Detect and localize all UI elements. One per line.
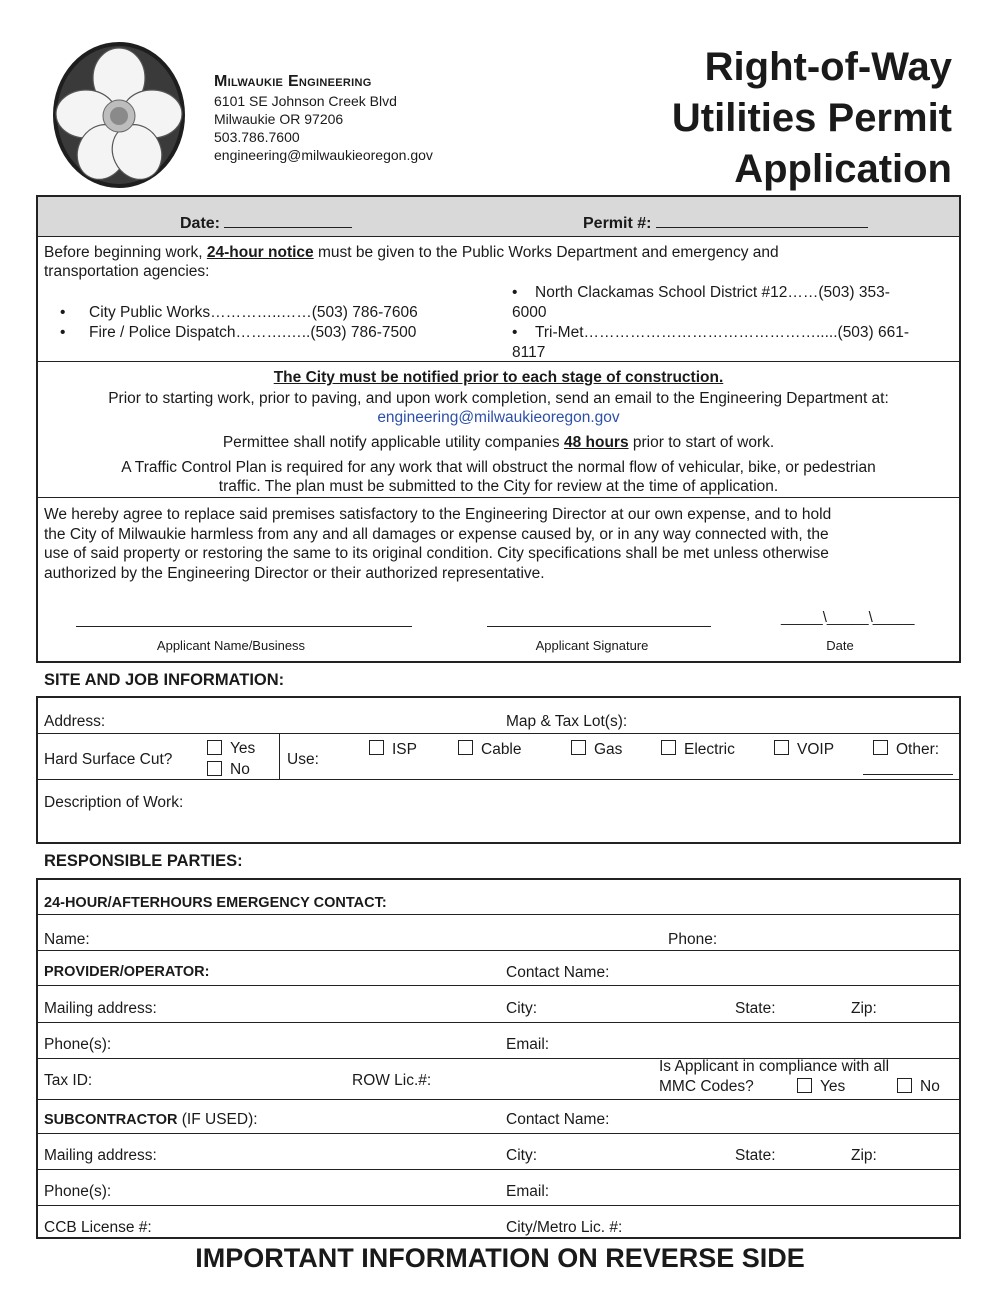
permit-label: Permit #:: [583, 214, 868, 233]
provider-contact-label: Contact Name:: [506, 964, 610, 981]
hard-surface-no-checkbox[interactable]: [207, 761, 222, 776]
form-title-line-1: Right-of-Way: [704, 45, 952, 89]
provider-email-input[interactable]: [555, 1028, 950, 1053]
contact-fire-police: • Fire / Police Dispatch……….…..(503) 786-7500: [60, 324, 417, 341]
use-voip-checkbox[interactable]: [774, 740, 789, 755]
use-gas-label: Gas: [594, 741, 623, 758]
use-gas-checkbox[interactable]: [571, 740, 586, 755]
date-field[interactable]: [231, 214, 357, 234]
use-voip-label: VOIP: [797, 741, 835, 758]
provider-zip-label: Zip:: [851, 1000, 877, 1017]
emergency-phone-input[interactable]: [730, 922, 950, 947]
map-tax-label: Map & Tax Lot(s):: [506, 713, 628, 730]
use-isp-label: ISP: [392, 741, 417, 758]
applicant-name-line[interactable]: [76, 626, 412, 627]
sub-email-input[interactable]: [555, 1175, 950, 1200]
agreement-line-3: use of said property or restoring the same to its original condition. City specifications shall be met unless otherwise: [44, 545, 829, 562]
traffic-line-1: A Traffic Control Plan is required for any work that will obstruct the normal flow of vehicular, bike, or pedestrian: [121, 459, 876, 476]
use-cable-checkbox[interactable]: [458, 740, 473, 755]
date-blank[interactable]: _____\_____\_____: [781, 609, 915, 626]
contact-public-works: • City Public Works…………..……(503) 786-7606: [60, 304, 418, 321]
notice-text-line-2: transportation agencies:: [44, 263, 210, 280]
contact-school-district-2: 6000: [512, 304, 547, 321]
provider-contact-input[interactable]: [635, 956, 950, 981]
responsible-parties-heading: RESPONSIBLE PARTIES:: [44, 852, 243, 870]
city-metro-input[interactable]: [648, 1211, 950, 1235]
sub-contact-label: Contact Name:: [506, 1111, 610, 1128]
compliance-line-1: Is Applicant in compliance with all: [659, 1058, 890, 1075]
date-label: Date:: [180, 214, 352, 233]
use-electric-label: Electric: [684, 741, 735, 758]
ccb-license-label: CCB License #:: [44, 1219, 152, 1236]
applicant-signature-line[interactable]: [487, 626, 711, 627]
sub-email-label: Email:: [506, 1183, 550, 1200]
row-lic-label: ROW Lic.#:: [352, 1072, 432, 1089]
applicant-signature-label: Applicant Signature: [535, 638, 649, 653]
traffic-line-2: traffic. The plan must be submitted to the City for review at the time of application.: [218, 478, 779, 495]
permit-number-field[interactable]: [663, 214, 875, 234]
hard-surface-no-label: No: [230, 761, 250, 778]
sub-contact-input[interactable]: [635, 1104, 950, 1129]
ccb-license-input[interactable]: [170, 1211, 495, 1235]
hard-surface-yes-label: Yes: [230, 740, 256, 757]
sub-state-label: State:: [735, 1147, 776, 1164]
provider-mailing-input[interactable]: [175, 991, 495, 1016]
sub-phones-input[interactable]: [120, 1175, 495, 1200]
contact-trimet-2: 8117: [512, 344, 546, 361]
header-phone: 503.786.7600: [214, 129, 300, 145]
emergency-contact-heading: 24-HOUR/AFTERHOURS EMERGENCY CONTACT:: [44, 895, 387, 911]
site-job-heading: SITE AND JOB INFORMATION:: [44, 671, 285, 689]
city-metro-label: City/Metro Lic. #:: [506, 1219, 623, 1236]
provider-heading: PROVIDER/OPERATOR:: [44, 964, 210, 980]
emergency-phone-label: Phone:: [668, 931, 718, 948]
provider-state-label: State:: [735, 1000, 776, 1017]
date-sign-label: Date: [826, 638, 854, 653]
notify-line: Permittee shall notify applicable utility companies 48 hours prior to start of work.: [222, 434, 775, 451]
address-label: Address:: [44, 713, 106, 730]
form-title-line-2: Utilities Permit: [671, 96, 952, 140]
provider-phones-label: Phone(s):: [44, 1036, 112, 1053]
hard-surface-yes-checkbox[interactable]: [207, 740, 222, 755]
emergency-name-input[interactable]: [100, 922, 650, 947]
use-cable-label: Cable: [481, 741, 522, 758]
city-logo: [52, 40, 186, 190]
use-other-checkbox[interactable]: [873, 740, 888, 755]
stage-heading: The City must be notified prior to each stage of construction.: [273, 369, 724, 386]
address-input[interactable]: [115, 706, 495, 730]
applicant-name-label: Applicant Name/Business: [156, 638, 306, 653]
compliance-no-label: No: [920, 1078, 940, 1095]
provider-phones-input[interactable]: [120, 1028, 495, 1053]
use-label: Use:: [287, 751, 319, 768]
sub-city-label: City:: [506, 1147, 537, 1164]
contact-school-district: • North Clackamas School District #12……(503) 353-: [512, 284, 890, 301]
subcontractor-heading: SUBCONTRACTOR (IF USED):: [44, 1111, 258, 1128]
sub-mailing-label: Mailing address:: [44, 1147, 157, 1164]
compliance-yes-label: Yes: [820, 1078, 846, 1095]
agreement-line-2: the City of Milwaukie harmless from any and all damages or expense caused by, or in any way connected with, the: [44, 526, 829, 543]
agreement-line-4: authorized by the Engineering Director or their authorized representative.: [44, 565, 545, 582]
engineering-email-link[interactable]: engineering@milwaukieoregon.gov: [377, 409, 620, 426]
tax-id-label: Tax ID:: [44, 1072, 93, 1089]
org-name: Milwaukie Engineering: [214, 73, 372, 90]
map-tax-input[interactable]: [645, 706, 950, 730]
agreement-line-1: We hereby agree to replace said premises satisfactory to the Engineering Director at our own expense, and to hold: [44, 506, 832, 523]
emergency-name-label: Name:: [44, 931, 90, 948]
header-email: engineering@milwaukieoregon.gov: [214, 147, 433, 163]
description-label: Description of Work:: [44, 794, 184, 811]
notice-text: Before beginning work, 24-hour notice must be given to the Public Works Department and emergency and: [44, 244, 779, 261]
sub-phones-label: Phone(s):: [44, 1183, 112, 1200]
use-other-label: Other:: [896, 741, 940, 758]
use-isp-checkbox[interactable]: [369, 740, 384, 755]
compliance-yes-checkbox[interactable]: [797, 1078, 812, 1093]
use-electric-checkbox[interactable]: [661, 740, 676, 755]
compliance-line-2: MMC Codes?: [659, 1078, 754, 1095]
use-other-input[interactable]: [863, 774, 953, 775]
compliance-no-checkbox[interactable]: [897, 1078, 912, 1093]
provider-mailing-label: Mailing address:: [44, 1000, 157, 1017]
provider-city-label: City:: [506, 1000, 537, 1017]
provider-email-label: Email:: [506, 1036, 550, 1053]
address-line-2: Milwaukie OR 97206: [214, 111, 344, 127]
form-title-line-3: Application: [734, 147, 952, 191]
address-line-1: 6101 SE Johnson Creek Blvd: [214, 93, 397, 109]
sub-zip-label: Zip:: [851, 1147, 877, 1164]
sub-mailing-input[interactable]: [175, 1139, 495, 1164]
footer-important-info: IMPORTANT INFORMATION ON REVERSE SIDE: [195, 1243, 805, 1273]
hard-surface-label: Hard Surface Cut?: [44, 751, 173, 768]
description-input[interactable]: [44, 812, 949, 840]
contact-trimet: • Tri-Met……………………………………….....(503) 661-: [512, 324, 910, 341]
stage-line-1: Prior to starting work, prior to paving, and upon work completion, send an email to the Engineering Department at:: [108, 390, 889, 407]
